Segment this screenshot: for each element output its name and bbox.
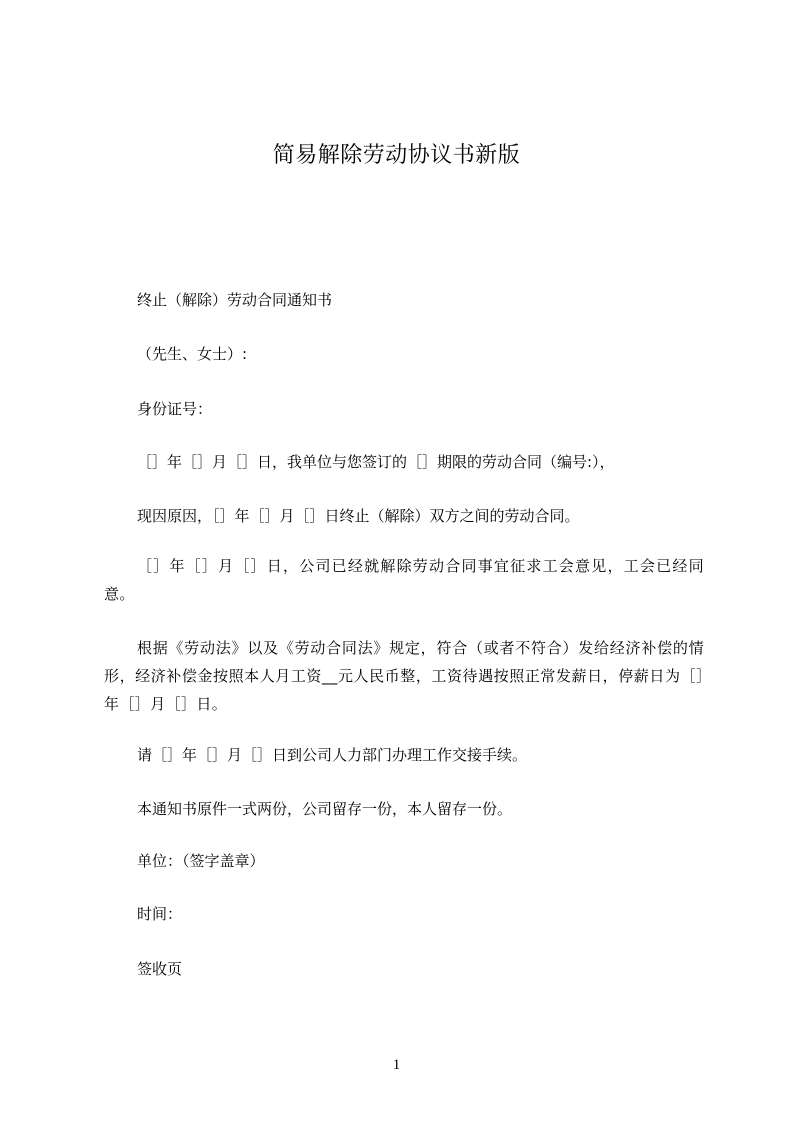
id-number-line: 身份证号： xyxy=(137,400,213,418)
unit-signature-line: 单位：（签字盖章） xyxy=(137,852,265,870)
page-number: 1 xyxy=(392,1057,401,1073)
addressee-line: （先生、女士）: xyxy=(137,345,248,363)
copies-paragraph: 本通知书原件一式两份，公司留存一份，本人留存一份。 xyxy=(137,800,513,818)
handover-paragraph: 请［］年［］月［］日到公司人力部门办理工作交接手续。 xyxy=(137,746,528,764)
compensation-paragraph: 根据《劳动法》以及《劳动合同法》规定，符合（或者不符合）发给经济补偿的情形，经济补偿金按照本人月工资__元人民币整，工资待遇按照正常发薪日，停薪日为［］年［］月［］日。 xyxy=(104,639,704,713)
notice-heading: 终止（解除）劳动合同通知书 xyxy=(137,291,333,309)
document-title: 简易解除劳动协议书新版 xyxy=(272,143,521,168)
termination-date-paragraph: 现因原因，［］年［］月［］日终止（解除）双方之间的劳动合同。 xyxy=(137,507,580,525)
date-line: 时间： xyxy=(137,905,183,923)
contract-sign-paragraph: ［］年［］月［］日，我单位与您签订的［］期限的劳动合同（编号:）， xyxy=(137,453,615,471)
union-opinion-paragraph: ［］年［］月［］日，公司已经就解除劳动合同事宜征求工会意见，工会已经同意。 xyxy=(104,557,704,603)
receipt-page-label: 签收页 xyxy=(137,960,183,978)
